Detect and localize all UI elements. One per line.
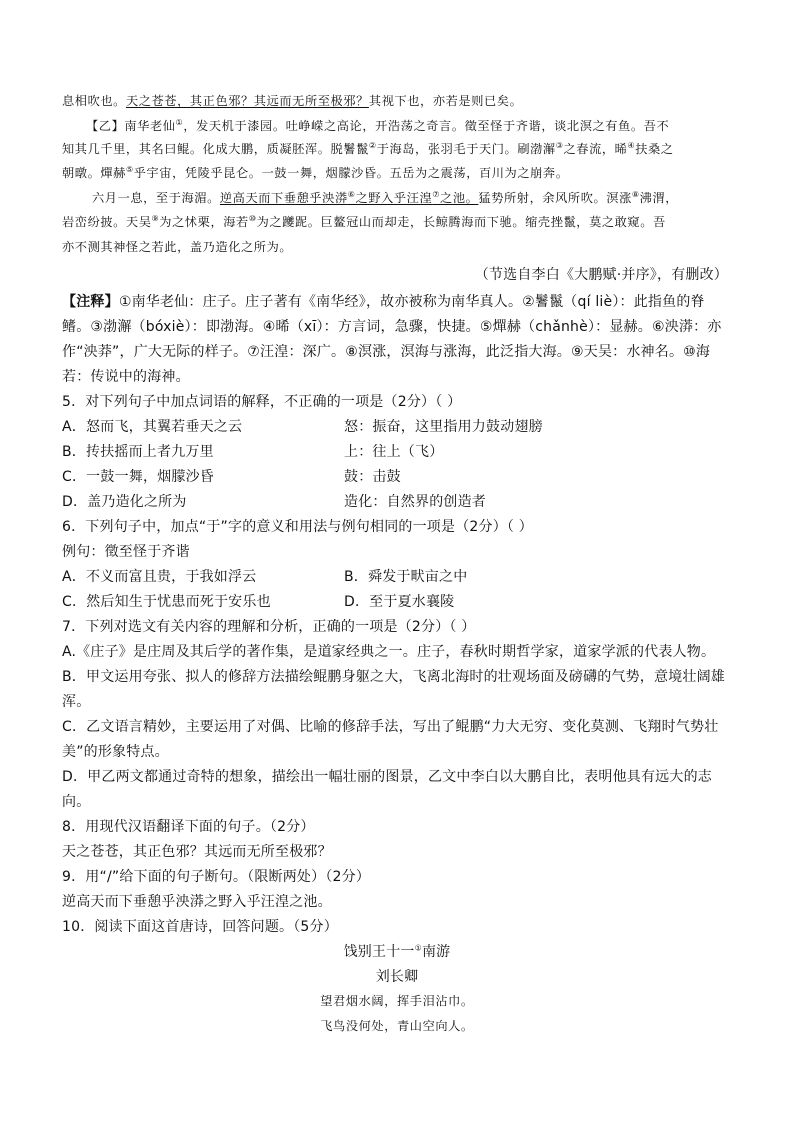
q5-option-b: B．抟扶摇而上者九万里: [62, 444, 214, 460]
question-8-stem: 8．用现代汉语翻译下面的句子。（2分）: [62, 819, 315, 835]
q5-option-d: D．盖乃造化之所为: [62, 494, 187, 510]
note-marker: ⑨: [151, 213, 160, 223]
passage-text: 岩峦纷披。天吴: [62, 215, 152, 229]
note-marker: ⑩: [248, 213, 257, 223]
q6-option-c: C．然后知生于忧患而死于安乐也: [62, 594, 271, 610]
passage-yi-line-3: [62, 164, 569, 181]
poem-author: 刘长卿: [375, 969, 419, 985]
passage-yi-line-2: [62, 140, 674, 157]
notes-line-1: [62, 291, 705, 311]
passage-source: （节选自李白《大鹏赋·并序》，有删改）: [474, 267, 728, 283]
notes-text: ①南华老仙：庄子。庄子著有《南华经》，故亦被称为南华真人。②鬐鬣（qí liè）：此指鱼的脊: [118, 294, 705, 310]
passage-text: 乎宇宙，凭陵乎昆仑。一鼓一舞，烟朦沙昏。五岳为之震荡，百川为之崩奔。: [133, 166, 569, 180]
poem-title-text: 南游: [421, 944, 451, 960]
q5-option-c-explanation: 鼓：击鼓: [344, 469, 401, 485]
note-marker: ⑥: [347, 189, 356, 199]
passage-text: 之野入乎汪湟: [355, 191, 433, 205]
q5-option-b-explanation: 上：往上（飞）: [344, 444, 444, 460]
notes-line-4: 若：传说中的海神。: [62, 369, 190, 385]
question-10-stem: 10．阅读下面这首唐诗，回答问题。（5分）: [62, 919, 338, 935]
notes-line-2: 鳍。③渤澥（bóxiè）：即渤海。④晞（xī）：方言词，急骤，快捷。⑤燀赫（chǎnhè）：显赫。⑥泱漭：亦: [62, 319, 722, 335]
question-6-stem: 6．下列句子中，加点“于”字的意义和用法与例句相同的一项是（2分）（ ）: [62, 519, 533, 535]
question-9-stem: 9．用“/”给下面的句子断句。（限断两处）（2分）: [62, 869, 371, 885]
note-marker: ⑤: [125, 164, 134, 174]
notes-label: 【注释】: [62, 294, 119, 310]
passage-jia-tail: [62, 92, 522, 109]
q7-option-b-cont: 浑。: [62, 694, 91, 710]
q5-option-a-explanation: 怒：振奋，这里指用力鼓动翅膀: [344, 419, 543, 435]
passage-text: 逆高天而下垂憩乎泱漭: [219, 191, 348, 205]
passage-text: 知其几千里，其名曰鲲。化成大鹏，质凝胚浑。脱鬐鬣: [62, 142, 369, 156]
q7-option-c: C．乙文语言精妙，主要运用了对偶、比喻的修辞手法，写出了鲲鹏“力大无穷、变化莫测、飞翔时气势壮: [62, 719, 719, 735]
note-marker: ②: [368, 140, 377, 150]
passage-text: 南华老仙: [124, 119, 176, 133]
q6-option-b: B．舜发于畎亩之中: [344, 569, 468, 585]
underlined-sentence: 天之苍苍，其正色邪？其远而无所至极邪？: [125, 94, 369, 108]
note-marker: ①: [414, 943, 422, 953]
passage-yi-line-4: [92, 189, 678, 206]
q9-sentence: 逆高天而下垂憩乎泱漭之野入乎汪湟之池。: [62, 894, 332, 910]
passage-text: 为之怵栗，海若: [159, 215, 249, 229]
passage-text: 扶桑之: [635, 142, 674, 156]
underlined-sentence: [220, 191, 479, 205]
q5-option-c: C．一鼓一舞，烟朦沙昏: [62, 469, 214, 485]
notes-line-3: 作“泱莽”，广大无际的样子。⑦汪湟：深广。⑧溟涨，溟海与涨海，此泛指大海。⑨天吴：水神名。⑩海: [62, 344, 711, 360]
q7-option-d: D．甲乙两文都通过奇特的想象，描绘出一幅壮丽的图景，乙文中李白以大鹏自比，表明他具有远大的志: [62, 769, 712, 785]
q7-option-d-cont: 向。: [62, 794, 91, 810]
passage-text: 其视下也，亦若是则已矣。: [368, 94, 523, 108]
note-marker: ⑧: [631, 189, 640, 199]
passage-text: 猛势所射，余风所吹。溟涨: [478, 191, 632, 205]
passage-text: 于海岛，张羽毛于天门。刷渤澥: [376, 142, 556, 156]
poem-title: [0, 941, 794, 961]
q7-option-a: A.《庄子》是庄周及其后学的著作集，是道家经典之一。庄子，春秋时期哲学家，道家学派的代表人物。: [62, 644, 716, 660]
poem-line-1: 望君烟水阔，挥手泪沾巾。: [320, 994, 474, 1008]
poem-line-2: 飞鸟没何处，青山空向人。: [320, 1019, 474, 1033]
q6-option-d: D．至于夏水襄陵: [344, 594, 455, 610]
passage-text: 之春流，晞: [563, 142, 628, 156]
passage-yi-line-6: 亦不测其神怪之若此，盖乃造化之所为。: [62, 240, 293, 254]
note-marker: ③: [555, 140, 564, 150]
poem-title-text: 饯别王十一: [343, 944, 415, 960]
passage-yi-line-5: [62, 213, 666, 230]
passage-text: 六月一息，至于海湄。: [92, 191, 220, 205]
question-7-stem: 7．下列对选文有关内容的理解和分析，正确的一项是（2分）（ ）: [62, 619, 476, 635]
note-marker: ⑦: [432, 189, 441, 199]
q8-sentence: 天之苍苍，其正色邪？其远而无所至极邪？: [62, 844, 332, 860]
passage-text: ，发天机于漆园。吐峥嵘之高论，开浩荡之奇言。徵至怪于齐谐，谈北溟之有鱼。吾不: [183, 119, 670, 133]
passage-text: 息相吹也。: [62, 94, 126, 108]
passage-text: 为之躨跜。巨鳌冠山而却走，长鲸腾海而下驰。缩壳挫鬣，莫之敢窥。吾: [256, 215, 666, 229]
q6-example: 例句：徵至怪于齐谐: [62, 544, 190, 560]
question-5-stem: 5．对下列句子中加点词语的解释，不正确的一项是（2分）（ ）: [62, 394, 462, 410]
q5-option-a: A．怒而飞，其翼若垂天之云: [62, 419, 243, 435]
passage-yi-line-1: [86, 117, 669, 134]
passage-label: 【乙】: [86, 119, 125, 133]
q6-option-a: A．不义而富且贵，于我如浮云: [62, 569, 257, 585]
note-marker: ①: [175, 117, 184, 127]
note-marker: ④: [627, 140, 636, 150]
passage-text: 之池。: [440, 191, 479, 205]
passage-text: 沸渭，: [639, 191, 679, 205]
q5-option-d-explanation: 造化：自然界的创造者: [344, 494, 486, 510]
passage-text: 朝暾。燀赫: [62, 166, 126, 180]
q7-option-b: B．甲文运用夸张、拟人的修辞方法描绘鲲鹏身躯之大，飞离北海时的壮观场面及磅礴的气势，意境壮阔雄: [62, 669, 726, 685]
q7-option-c-cont: 美”的形象特点。: [62, 744, 169, 760]
